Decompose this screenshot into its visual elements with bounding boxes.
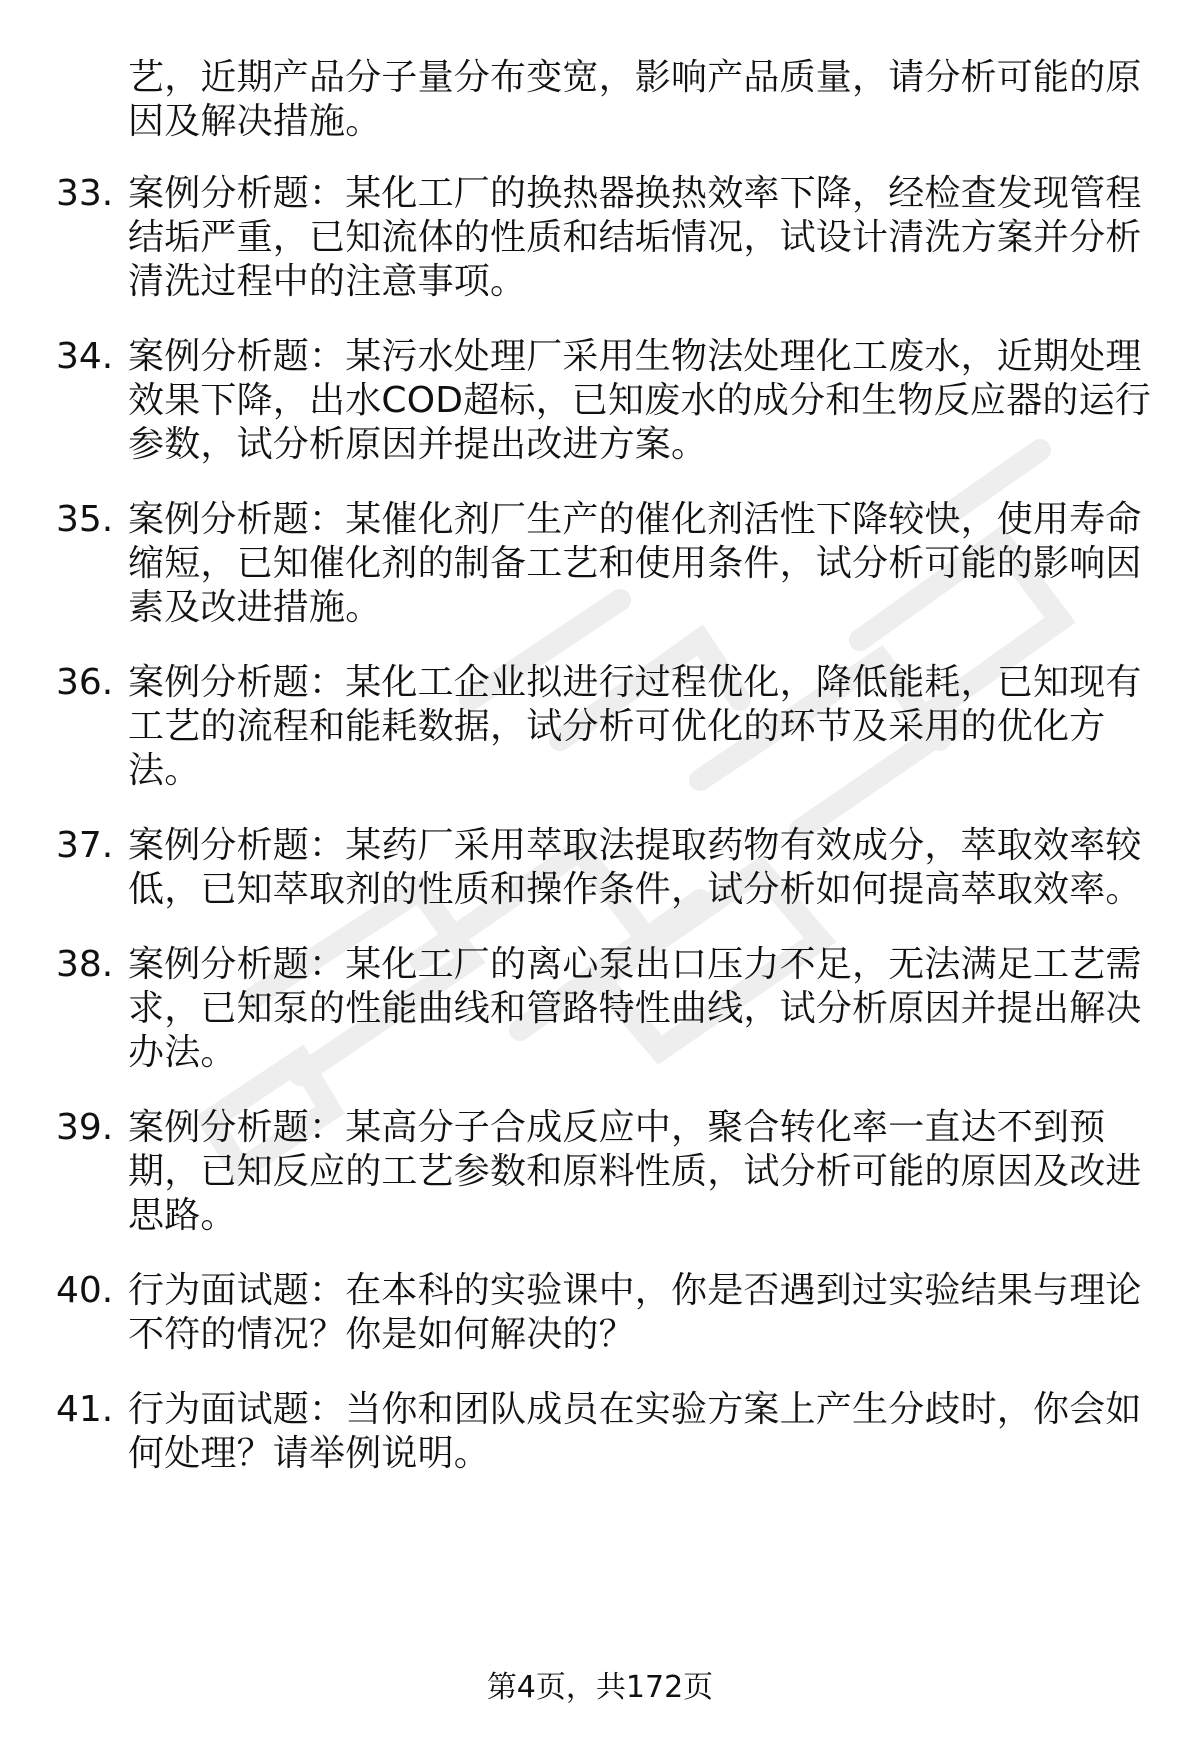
question-line: 效果下降，出水COD超标，已知废水的成分和生物反应器的运行 xyxy=(128,380,1151,421)
question-line: 素及改进措施。 xyxy=(128,587,382,628)
page-number-footer: 第4页，共172页 xyxy=(486,1670,714,1705)
question-number: 40. xyxy=(56,1270,114,1311)
question-number: 35. xyxy=(56,499,114,540)
question-number: 38. xyxy=(56,944,114,985)
question-line: 低，已知萃取剂的性质和操作条件，试分析如何提高萃取效率。 xyxy=(128,869,1142,910)
question-number: 33. xyxy=(56,173,114,214)
question-line: 法。 xyxy=(128,750,201,791)
question-line: 工艺的流程和能耗数据，试分析可优化的环节及采用的优化方 xyxy=(128,706,1106,747)
question-line: 案例分析题：某化工厂的换热器换热效率下降，经检查发现管程 xyxy=(128,173,1142,214)
question-number: 37. xyxy=(56,825,114,866)
question-line: 缩短，已知催化剂的制备工艺和使用条件，试分析可能的影响因 xyxy=(128,543,1142,584)
question-line: 案例分析题：某化工企业拟进行过程优化，降低能耗，已知现有 xyxy=(128,662,1142,703)
question-line: 案例分析题：某污水处理厂采用生物法处理化工废水，近期处理 xyxy=(128,336,1142,377)
question-number: 36. xyxy=(56,662,114,703)
intro-line: 艺，近期产品分子量分布变宽，影响产品质量，请分析可能的原 xyxy=(128,57,1142,98)
question-line: 期，已知反应的工艺参数和原料性质，试分析可能的原因及改进 xyxy=(128,1151,1142,1192)
question-line: 不符的情况？你是如何解决的？ xyxy=(128,1314,635,1355)
question-line: 清洗过程中的注意事项。 xyxy=(128,261,527,302)
intro-line: 因及解决措施。 xyxy=(128,101,382,142)
question-number: 34. xyxy=(56,336,114,377)
question-number: 41. xyxy=(56,1389,114,1430)
question-line: 何处理？请举例说明。 xyxy=(128,1433,491,1474)
question-line: 案例分析题：某化工厂的离心泵出口压力不足，无法满足工艺需 xyxy=(128,944,1142,985)
question-line: 案例分析题：某催化剂厂生产的催化剂活性下降较快，使用寿命 xyxy=(128,499,1142,540)
question-line: 行为面试题：当你和团队成员在实验方案上产生分歧时，你会如 xyxy=(128,1389,1142,1430)
question-line: 案例分析题：某高分子合成反应中，聚合转化率一直达不到预 xyxy=(128,1107,1106,1148)
question-line: 案例分析题：某药厂采用萃取法提取药物有效成分，萃取效率较 xyxy=(128,825,1142,866)
question-number: 39. xyxy=(56,1107,114,1148)
question-line: 行为面试题：在本科的实验课中，你是否遇到过实验结果与理论 xyxy=(128,1270,1142,1311)
question-line: 参数，试分析原因并提出改进方案。 xyxy=(128,424,708,465)
question-line: 结垢严重，已知流体的性质和结垢情况，试设计清洗方案并分析 xyxy=(128,217,1142,258)
question-line: 办法。 xyxy=(128,1032,237,1073)
question-line: 求，已知泵的性能曲线和管路特性曲线，试分析原因并提出解决 xyxy=(128,988,1142,1029)
question-line: 思路。 xyxy=(128,1195,237,1236)
